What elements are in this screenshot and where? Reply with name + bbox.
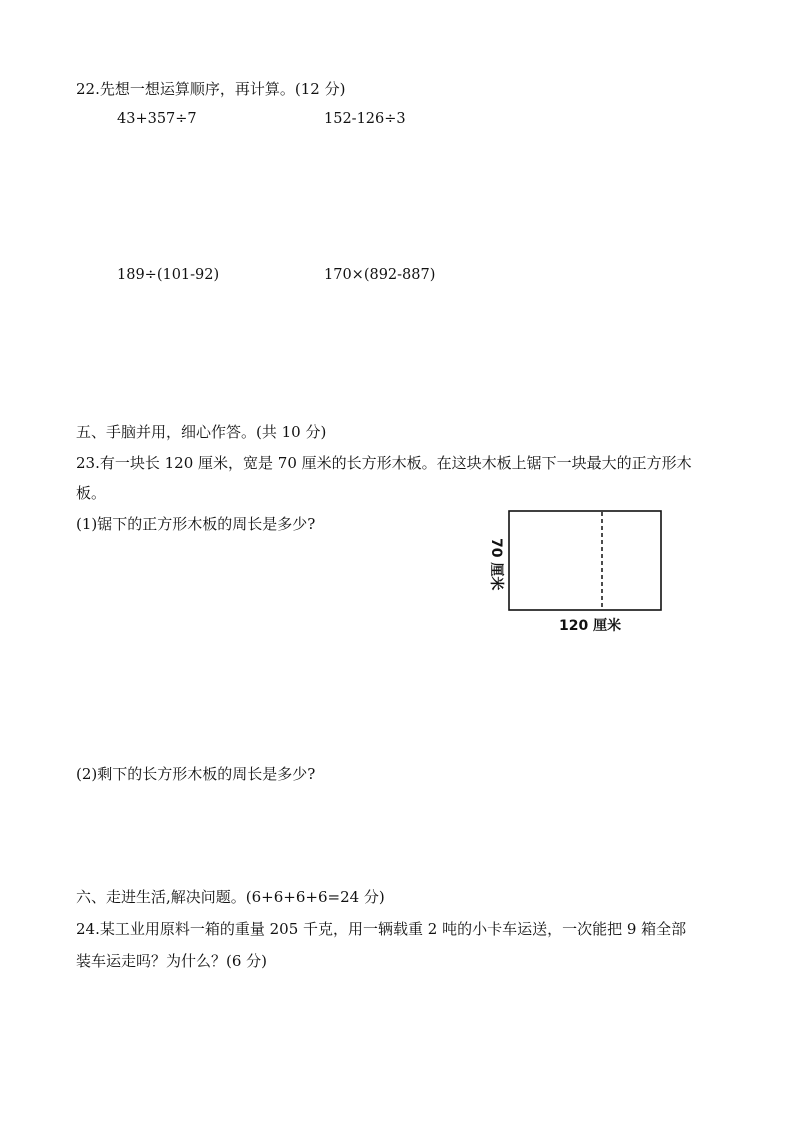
- expression-2: 152-126÷3: [324, 111, 406, 127]
- question-23-stem-line-1: 23.有一块长 120 厘米，宽是 70 厘米的长方形木板。在这块木板上锯下一块最大的正方形木: [76, 454, 692, 472]
- expression-1: 43+357÷7: [117, 111, 197, 127]
- rectangle-board-diagram: [478, 502, 678, 642]
- question-22-title: 22.先想一想运算顺序，再计算。(12 分): [76, 80, 346, 98]
- section-6-heading: 六、走进生活,解决问题。(6+6+6+6=24 分): [76, 888, 385, 906]
- question-24-line-1: 24.某工业用原料一箱的重量 205 千克，用一辆载重 2 吨的小卡车运送，一次能把 9 箱全部: [76, 920, 687, 938]
- question-23-sub-1: (1)锯下的正方形木板的周长是多少?: [76, 515, 316, 533]
- board-outline: [509, 511, 661, 610]
- width-label: 70 厘米: [488, 538, 504, 591]
- question-23-sub-2: (2)剩下的长方形木板的周长是多少?: [76, 765, 316, 783]
- expression-4: 170×(892-887): [324, 267, 436, 283]
- question-24-line-2: 装车运走吗？为什么？(6 分): [76, 952, 268, 970]
- expression-3: 189÷(101-92): [117, 267, 220, 283]
- question-23-stem-line-2: 板。: [76, 484, 107, 502]
- section-5-heading: 五、手脑并用，细心作答。(共 10 分): [76, 423, 327, 441]
- length-label: 120 厘米: [559, 618, 622, 634]
